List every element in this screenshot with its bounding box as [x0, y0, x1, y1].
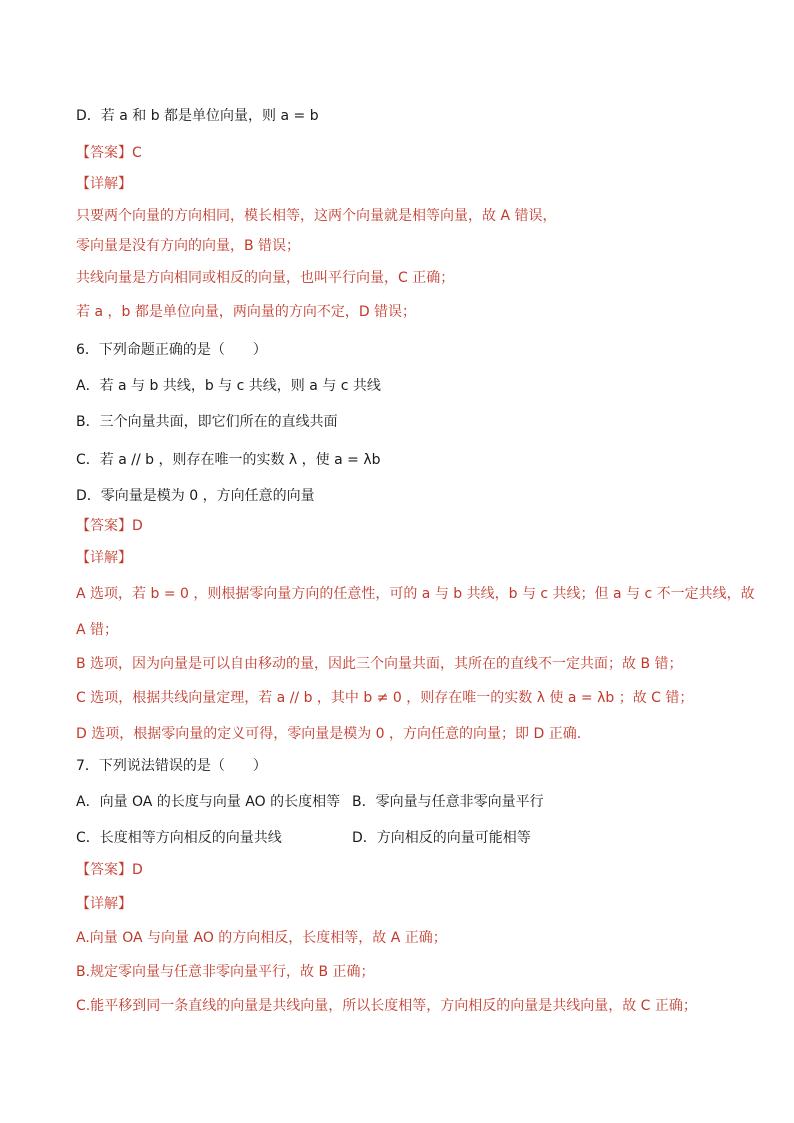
question-7-title: 7．下列说法错误的是（ ） — [76, 758, 267, 774]
explanation-line: C.能平移到同一条直线的向量是共线向量，所以长度相等，方向相反的向量是共线向量，故 C 正确； — [76, 998, 697, 1014]
option-a-q6: A．若 a 与 b 共线，b 与 c 共线，则 a 与 c 共线 — [76, 378, 381, 394]
option-d-q7: D．方向相反的向量可能相等 — [352, 830, 531, 846]
explanation-line: B.规定零向量与任意非零向量平行，故 B 正确； — [76, 964, 375, 980]
explanation-line: A 错； — [76, 622, 119, 638]
explanation-line: 零向量是没有方向的向量，B 错误； — [76, 238, 301, 254]
options-row-ab-q7 — [76, 792, 544, 812]
option-a-q7: A．向量 OA 的长度与向量 AO 的长度相等 — [76, 794, 341, 810]
explanation-line: 只要两个向量的方向相同，模长相等，这两个向量就是相等向量，故 A 错误， — [76, 208, 557, 224]
option-b-q6: B．三个向量共面，即它们所在的直线共面 — [76, 414, 338, 430]
answer-q7: 【答案】D — [76, 862, 143, 878]
question-6-title: 6．下列命题正确的是（ ） — [76, 342, 267, 358]
options-row-cd-q7 — [76, 828, 531, 848]
option-c-q7: C．长度相等方向相反的向量共线 — [76, 830, 282, 846]
detail-heading-q7: 【详解】 — [76, 896, 132, 912]
explanation-line: D 选项，根据零向量的定义可得，零向量是模为 0 ，方向任意的向量；即 D 正确. — [76, 726, 582, 742]
option-d-q5: D．若 a 和 b 都是单位向量，则 a = b — [76, 108, 319, 124]
detail-heading-q5: 【详解】 — [76, 176, 132, 192]
explanation-line: 若 a ，b 都是单位向量，两向量的方向不定，D 错误； — [76, 304, 417, 320]
explanation-line: A 选项，若 b = 0 ，则根据零向量方向的任意性，可的 a 与 b 共线，b 与 c 共线；但 a 与 c 不一定共线，故 — [76, 586, 755, 602]
explanation-line: B 选项，因为向量是可以自由移动的量，因此三个向量共面，其所在的直线不一定共面；故 B 错； — [76, 656, 683, 672]
explanation-line: A.向量 OA 与向量 AO 的方向相反，长度相等，故 A 正确； — [76, 930, 447, 946]
explanation-line: C 选项，根据共线向量定理，若 a // b ，其中 b ≠ 0 ，则存在唯一的实数 λ 使 a = λb ；故 C 错； — [76, 690, 694, 706]
answer-q5: 【答案】C — [76, 145, 142, 161]
option-b-q7: B．零向量与任意非零向量平行 — [352, 794, 544, 810]
detail-heading-q6: 【详解】 — [76, 550, 132, 566]
answer-q6: 【答案】D — [76, 518, 143, 534]
explanation-line: 共线向量是方向相同或相反的向量，也叫平行向量，C 正确； — [76, 270, 455, 286]
option-c-q6: C．若 a // b ，则存在唯一的实数 λ ，使 a = λb — [76, 452, 381, 468]
option-d-q6: D．零向量是模为 0 ，方向任意的向量 — [76, 488, 315, 504]
